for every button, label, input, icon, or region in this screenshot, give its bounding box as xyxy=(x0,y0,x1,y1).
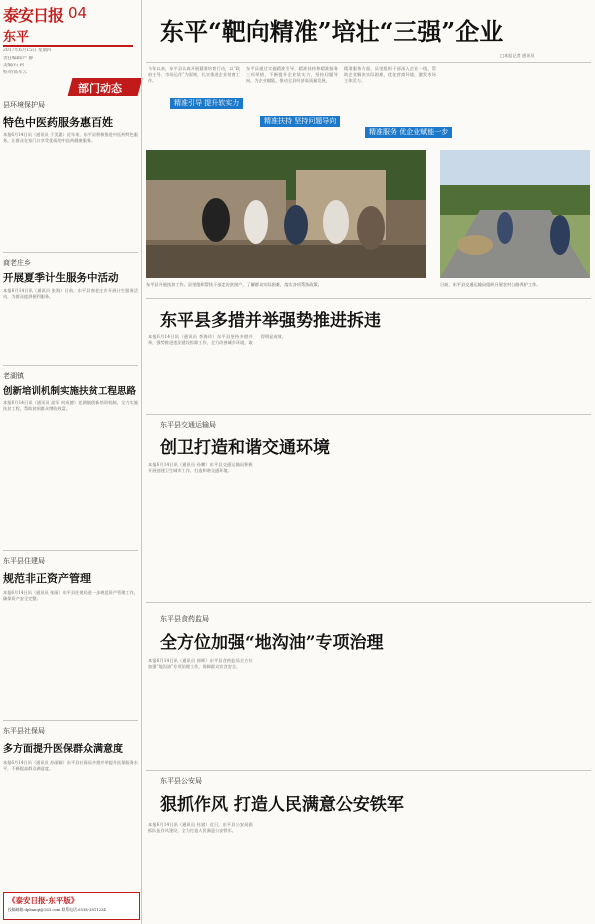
item-kicker: 商老庄乡 xyxy=(3,259,31,267)
photo-road-work xyxy=(440,150,590,278)
masthead xyxy=(0,0,140,95)
item-kicker: 县环境保护局 xyxy=(3,101,45,109)
article3-body: 本报6月14日讯（通讯员 孙鹏）东平县交通运输局积极开展创建卫生城市工作，打造和谐交通环境。 xyxy=(148,462,253,474)
article2-body: 本报6月14日讯（通讯员 李海玲）东平县坚持多措并举，强势推进违法建设拆除工作，全力改善城乡环境，取得明显成效。 xyxy=(148,334,286,346)
divider xyxy=(146,298,591,299)
item-kicker: 老湖镇 xyxy=(3,372,24,380)
article4-title: 全方位加强“地沟油”专项治理 xyxy=(160,633,384,653)
item-title: 特色中医药服务惠百姓 xyxy=(3,116,113,129)
photo-poverty-visit xyxy=(146,150,426,278)
divider xyxy=(3,720,138,721)
editor-line: 责任编辑/卢 静 xyxy=(3,56,33,61)
item-kicker: 东平县社保局 xyxy=(3,727,45,735)
left-column xyxy=(3,100,138,920)
photo-caption: 日前，东平县交通运输局组织开展农村公路养护工作。 xyxy=(440,282,541,287)
divider xyxy=(146,770,591,771)
item-body: 本报6月14日讯（通讯员 于美惠）近年来，东平县积极推进中医药特色服务，让群众在家门口享受优质的中医药健康服务。 xyxy=(3,132,138,144)
article2-title: 东平县多措并举强势推进拆违 xyxy=(160,311,381,331)
item-body: 本报6月14日讯（通讯员 张海）日前，东平县商老庄乡开展计生服务活动，为群众提供便利服务。 xyxy=(3,288,138,300)
divider xyxy=(3,365,138,366)
editor-line: 校对/高军云 xyxy=(3,70,28,75)
column-separator xyxy=(141,0,142,924)
masthead-rule xyxy=(3,45,133,47)
page-number: 04 xyxy=(68,4,88,22)
divider xyxy=(3,550,138,551)
item-title: 多方面提升医保群众满意度 xyxy=(3,744,123,755)
divider xyxy=(146,414,591,415)
editor-line: 美编/石 莉 xyxy=(3,63,24,68)
department-banner-label: 部门动态 xyxy=(78,82,122,95)
divider xyxy=(146,602,591,603)
promo-line: 投稿邮箱:dpbanqi@163.com 联系电话:0538-2811234 xyxy=(8,907,106,912)
promo-title: 《泰安日报·东平版》 xyxy=(8,896,79,905)
item-body: 本报6月14日讯（通讯员 苏丽颖）东平县社保局多措并举提升医保服务水平，不断提高群众满意度。 xyxy=(3,760,138,772)
divider xyxy=(3,252,138,253)
section-name: 东平 xyxy=(3,30,30,45)
subhead-guidance: 精准引导 提升软实力 xyxy=(170,98,243,109)
main-story-col2: 东平县通过实施精准引导、精准扶持和精准服务三项举措，不断提升企业软实力，坚持问题导向，为企业赋能，推动全县经济高质量发展。 xyxy=(246,66,338,84)
item-body: 本报6月14日讯（通讯员 张丽）东平县住建局进一步规范资产管理工作，确保资产安全完整。 xyxy=(3,590,138,602)
subhead-service: 精准服务 优企业赋能一步 xyxy=(365,127,452,138)
subhead-support: 精准扶持 坚持问题导向 xyxy=(260,116,340,127)
photo-caption: 东平县开展扶贫工作。县里组织帮扶干部走访贫困户，了解群众实际困难，落实各项帮扶政策。 xyxy=(146,282,322,287)
photo-road-work-image xyxy=(440,150,590,278)
article5-body: 本报6月14日讯（通讯员 杜斌）近日，东平县公安局狠抓队伍作风建设，全力打造人民满意公安铁军。 xyxy=(148,822,253,834)
promo-box xyxy=(3,892,140,920)
paper-name-logo: 泰安日报 xyxy=(3,6,64,25)
article3-kicker: 东平县交通运输局 xyxy=(160,421,216,429)
article5-kicker: 东平县公安局 xyxy=(160,777,202,785)
headline-rule xyxy=(146,62,591,63)
article3-title: 创卫打造和谐交通环境 xyxy=(160,438,330,458)
photo-poverty-visit-image xyxy=(146,150,426,278)
item-kicker: 东平县住建局 xyxy=(3,557,45,565)
date-line: 2017年6月15日 星期四 xyxy=(3,48,52,53)
headline-byline: □本报记者 通讯员 xyxy=(500,53,535,58)
item-title: 开展夏季计生服务中活动 xyxy=(3,272,119,284)
headline-main: 东平“靶向精准”培壮“三强”企业 xyxy=(160,17,504,46)
main-story-col3: 精准服务方面，县里组织干部深入企业一线，帮助企业解决实际困难，优化营商环境，激发市场主体活力。 xyxy=(344,66,436,84)
item-title: 创新培训机制实施扶贫工程思路 xyxy=(3,386,137,397)
article4-kicker: 东平县食药监局 xyxy=(160,615,209,623)
article5-title: 狠抓作风 打造人民满意公安铁军 xyxy=(160,795,404,815)
main-story-col1: 今年以来，东平县认真开展精准培育行动，以“政府主导、市场运作”为原则，扎实推进企业培育工作。 xyxy=(148,66,240,84)
article4-body: 本报6月14日讯（通讯员 郭辉）东平县食药监局全方位加强“地沟油”专项治理工作，保障群众饮食安全。 xyxy=(148,658,253,670)
item-body: 本报6月14日讯（通讯员 高军 何成德）老湖镇创新培训机制，全力实施扶贫工程，帮助贫困群众增收致富。 xyxy=(3,400,138,412)
item-title: 规范非正资产管理 xyxy=(3,572,91,585)
